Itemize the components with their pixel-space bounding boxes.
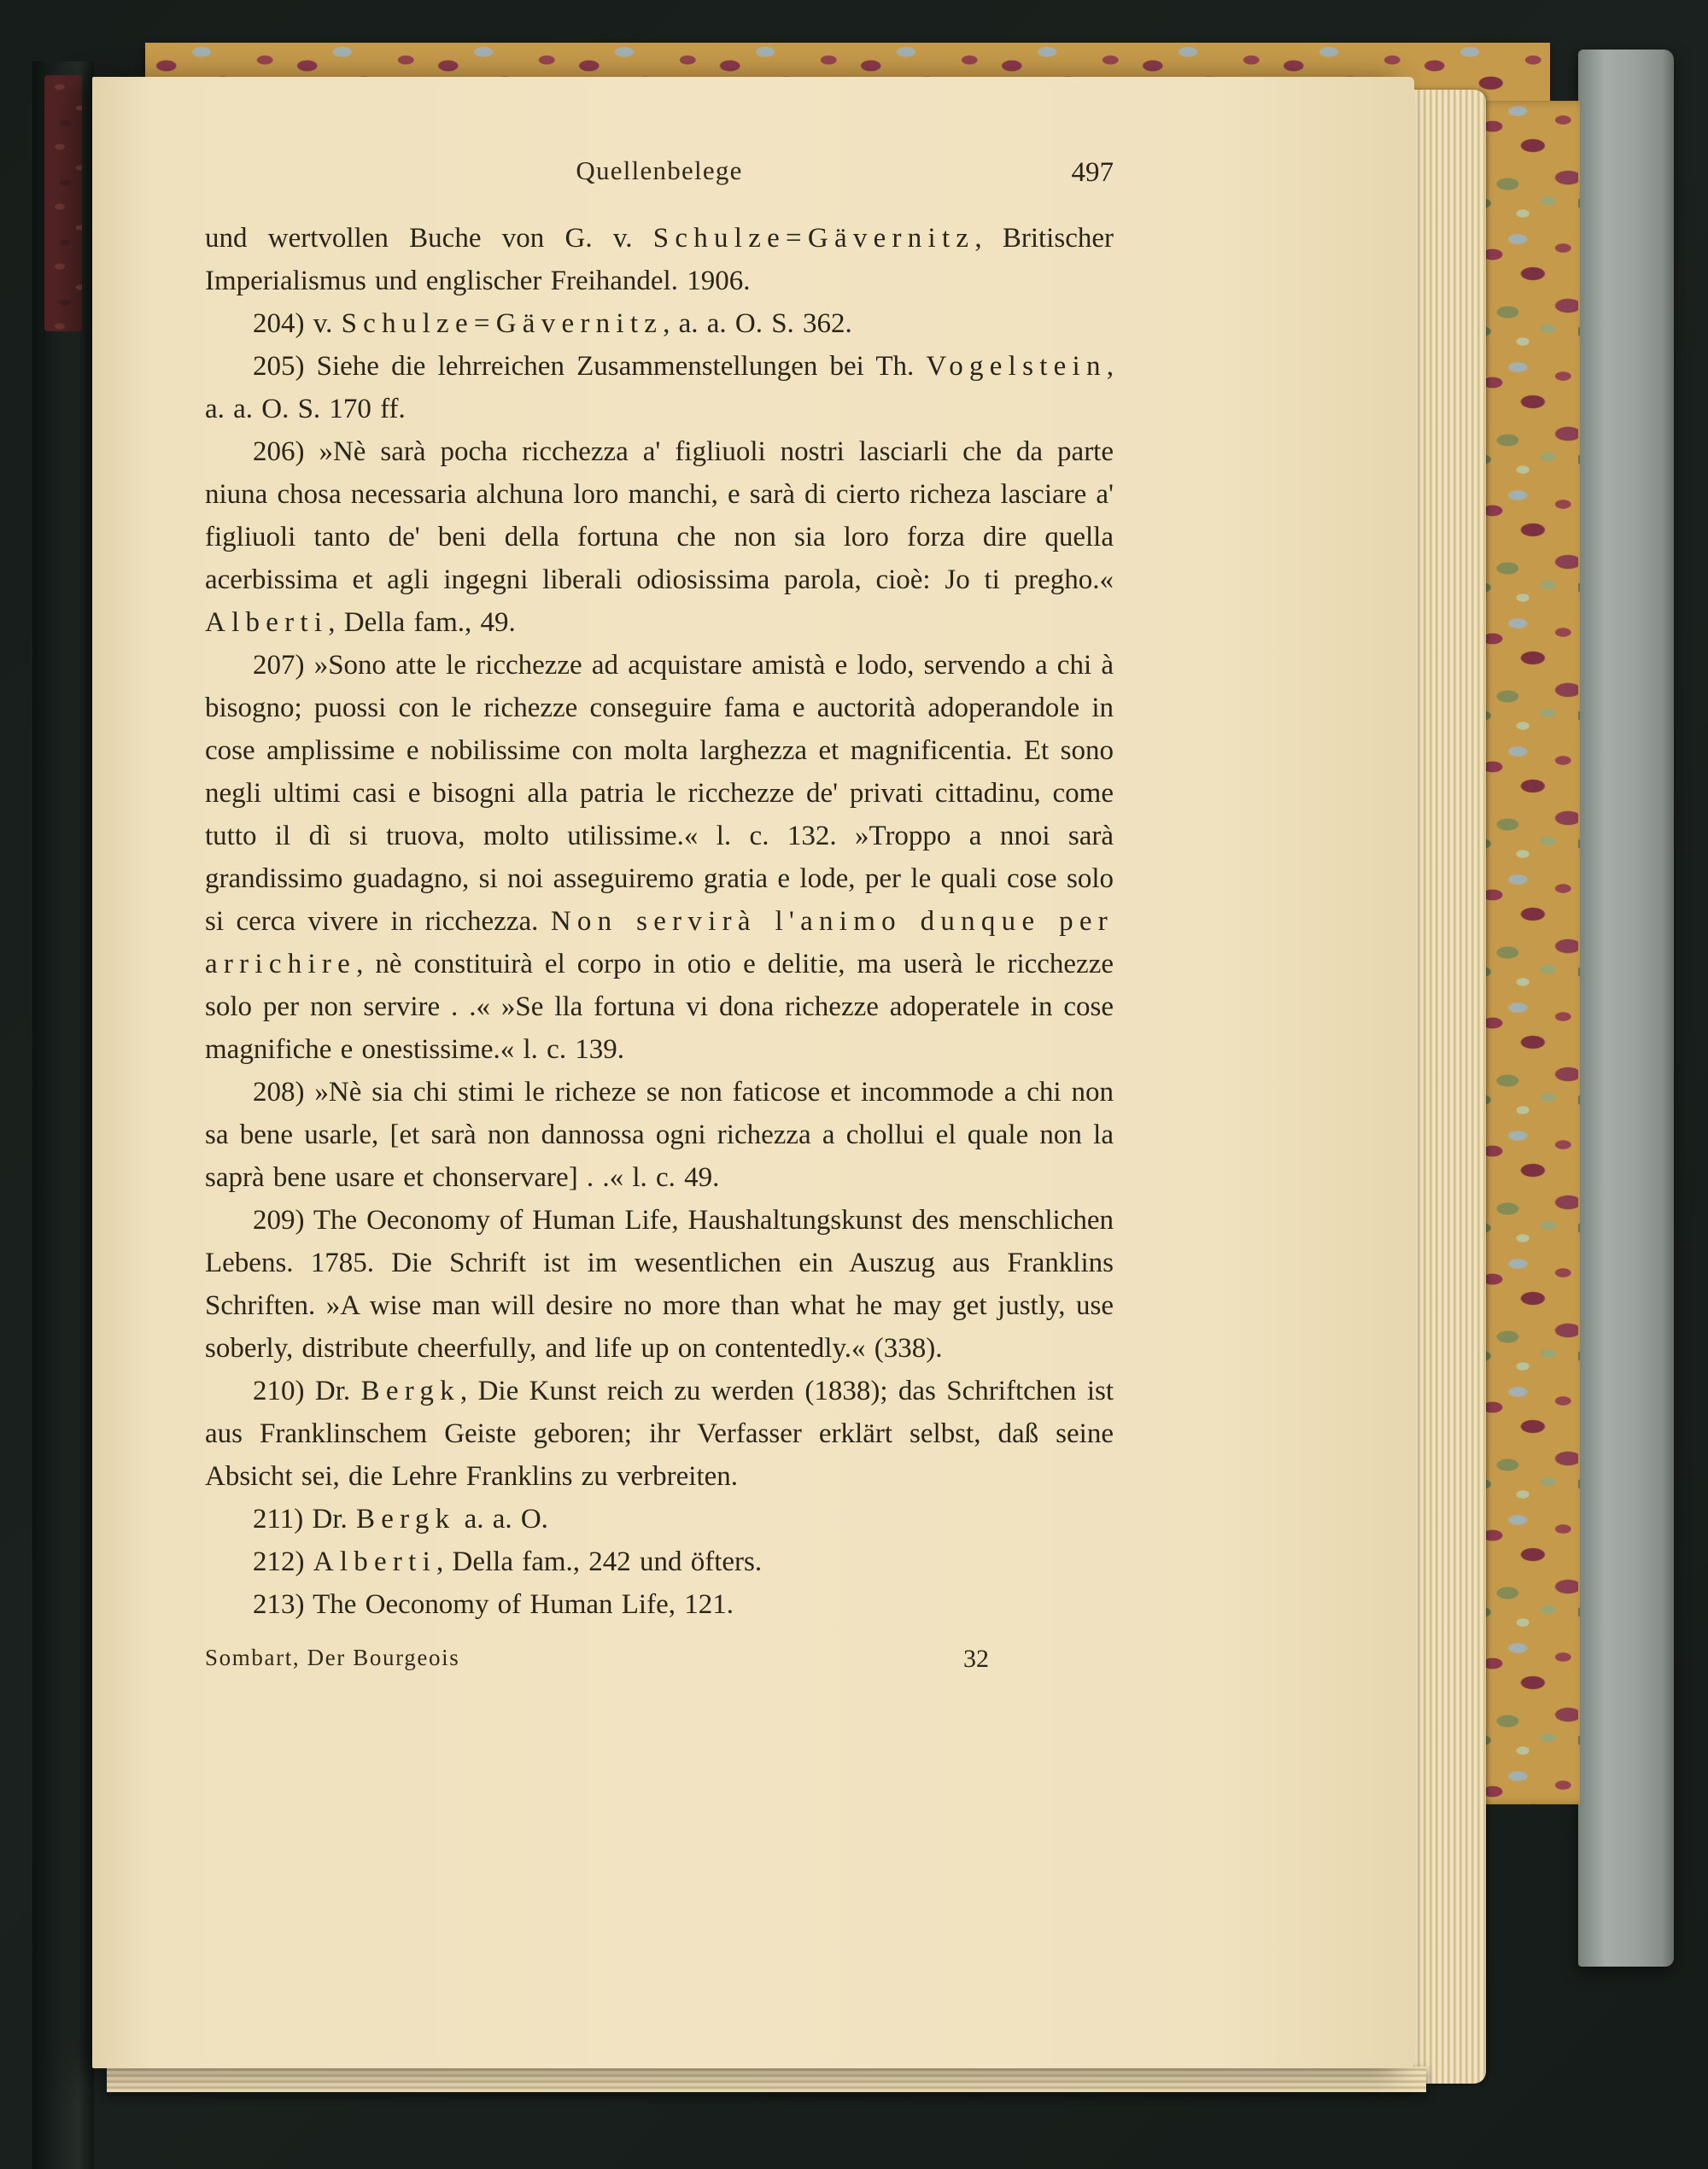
marbled-endpaper-right — [1477, 101, 1580, 1804]
text-segment: Non servirà l'animo dunque per arrichire — [205, 906, 1114, 979]
paragraph — [205, 1071, 1114, 1199]
paragraph — [205, 217, 1114, 302]
text-segment: a. a. O. — [455, 1504, 548, 1535]
bottom-page-edges — [107, 2067, 1426, 2092]
page — [92, 77, 1414, 2068]
text-segment: 213) The Oeconomy of Human Life, 121. — [253, 1589, 734, 1620]
text-segment: 205) Siehe die lehrreichen Zusammenstellungen bei Th. — [253, 351, 927, 382]
text-segment: 211) Dr. — [253, 1504, 356, 1535]
page-number: 497 — [1071, 157, 1114, 188]
text-segment: 208) »Nè sia chi stimi le richeze se non faticose et incommode a chi non sa bene usarle, [et sarà non dannossa ogni richezza a chollui el quale non la saprà bene usare et chonservare] . .« l. c. 49. — [205, 1077, 1114, 1193]
text-segment: , Della fam., 49. — [328, 607, 516, 638]
paragraph — [205, 1370, 1114, 1498]
text-segment: Bergk — [360, 1376, 460, 1406]
text-segment: Schulze=Gävernitz — [652, 223, 975, 254]
text-segment: Bergk — [355, 1504, 456, 1535]
paragraph — [205, 1498, 1114, 1541]
text-segment: 212) — [253, 1546, 313, 1577]
text-segment: 204) v. — [253, 308, 342, 339]
header-title: Quellenbelege — [576, 155, 743, 185]
book-cover-cloth — [1578, 50, 1674, 1967]
text-segment: , Die Kunst reich zu werden (1838); das Schriftchen ist aus Franklinschem Geiste geboren; ihr Verfasser erklärt selbst, daß seine Absicht sei, die Lehre Franklins zu verbreiten. — [205, 1376, 1114, 1492]
text-segment: und wertvollen Buche von G. v. — [205, 223, 653, 254]
page-footer — [205, 1645, 1114, 1687]
text-segment: Alberti — [313, 1546, 437, 1577]
page-header — [205, 155, 1114, 208]
text-segment: , a. a. O. S. 362. — [663, 308, 852, 339]
text-segment: 209) The Oeconomy of Human Life, Haushaltungskunst des menschlichen Lebens. 1785. Die Schrift ist im wesentlichen ein Auszug aus Franklins Schriften. »A wise man will desire no more than what he may get justly, use soberly, distribute cheerfully, and life up on contentedly.« (338). — [205, 1205, 1114, 1364]
text-segment: Schulze=Gävernitz — [341, 308, 664, 339]
paragraph — [205, 345, 1114, 430]
text-segment: , nè constituirà el corpo in otio e delitie, ma userà le ricchezze solo per non servire . .« »Se lla fortuna vi dona richezze adoperatele in cose magnifiche e onestissime.« l. c. 139. — [205, 949, 1114, 1065]
paragraph — [205, 430, 1114, 644]
sheet-number: 32 — [963, 1645, 989, 1673]
spine-red-accent — [44, 75, 82, 331]
paragraph — [205, 1199, 1114, 1370]
paragraph — [205, 302, 1114, 345]
text-segment: , Britischer Imperialismus und englischer Freihandel. 1906. — [205, 223, 1114, 296]
text-segment: 210) Dr. — [253, 1376, 361, 1406]
page-text — [205, 217, 1114, 1626]
text-segment: 207) »Sono atte le ricchezze ad acquistare amistà e lodo, servendo a chi à bisogno; puossi con le richezze conseguire fama e auctorità adoperandole in cose amplissime e nobilissime con molta larghezza et magnificentia. Et sono negli ultimi casi e bisogni alla patria le ricchezze de' privati cittadinu, come tutto il dì si truova, molto utilissime.« l. c. 132. »Troppo a nnoi sarà grandissimo guadagno, si noi asseguiremo gratia e lode, per le quali cose solo si cerca vivere in ricchezza. — [205, 650, 1114, 937]
text-segment: 206) »Nè sarà pocha ricchezza a' figliuoli nostri lasciarli che da parte niuna chosa necessaria alchuna loro manchi, e sarà di cierto richeza lasciare a' figliuoli tanto de' beni della fortuna che non sia loro forza dire quella acerbissima et agli ingegni liberali odiosissima parola, cioè: Jo ti pregho.« — [205, 436, 1114, 595]
text-segment: Alberti — [205, 607, 329, 638]
paragraph — [205, 1583, 1114, 1626]
paragraph — [205, 644, 1114, 1071]
paragraph — [205, 1541, 1114, 1583]
text-segment: , a. a. O. S. 170 ff. — [205, 351, 1114, 424]
book-spine-left — [32, 61, 94, 2169]
text-segment: , Della fam., 242 und öfters. — [436, 1546, 763, 1577]
footer-signature: Sombart, Der Bourgeois — [205, 1645, 460, 1670]
text-segment: Vogelstein — [926, 351, 1107, 382]
